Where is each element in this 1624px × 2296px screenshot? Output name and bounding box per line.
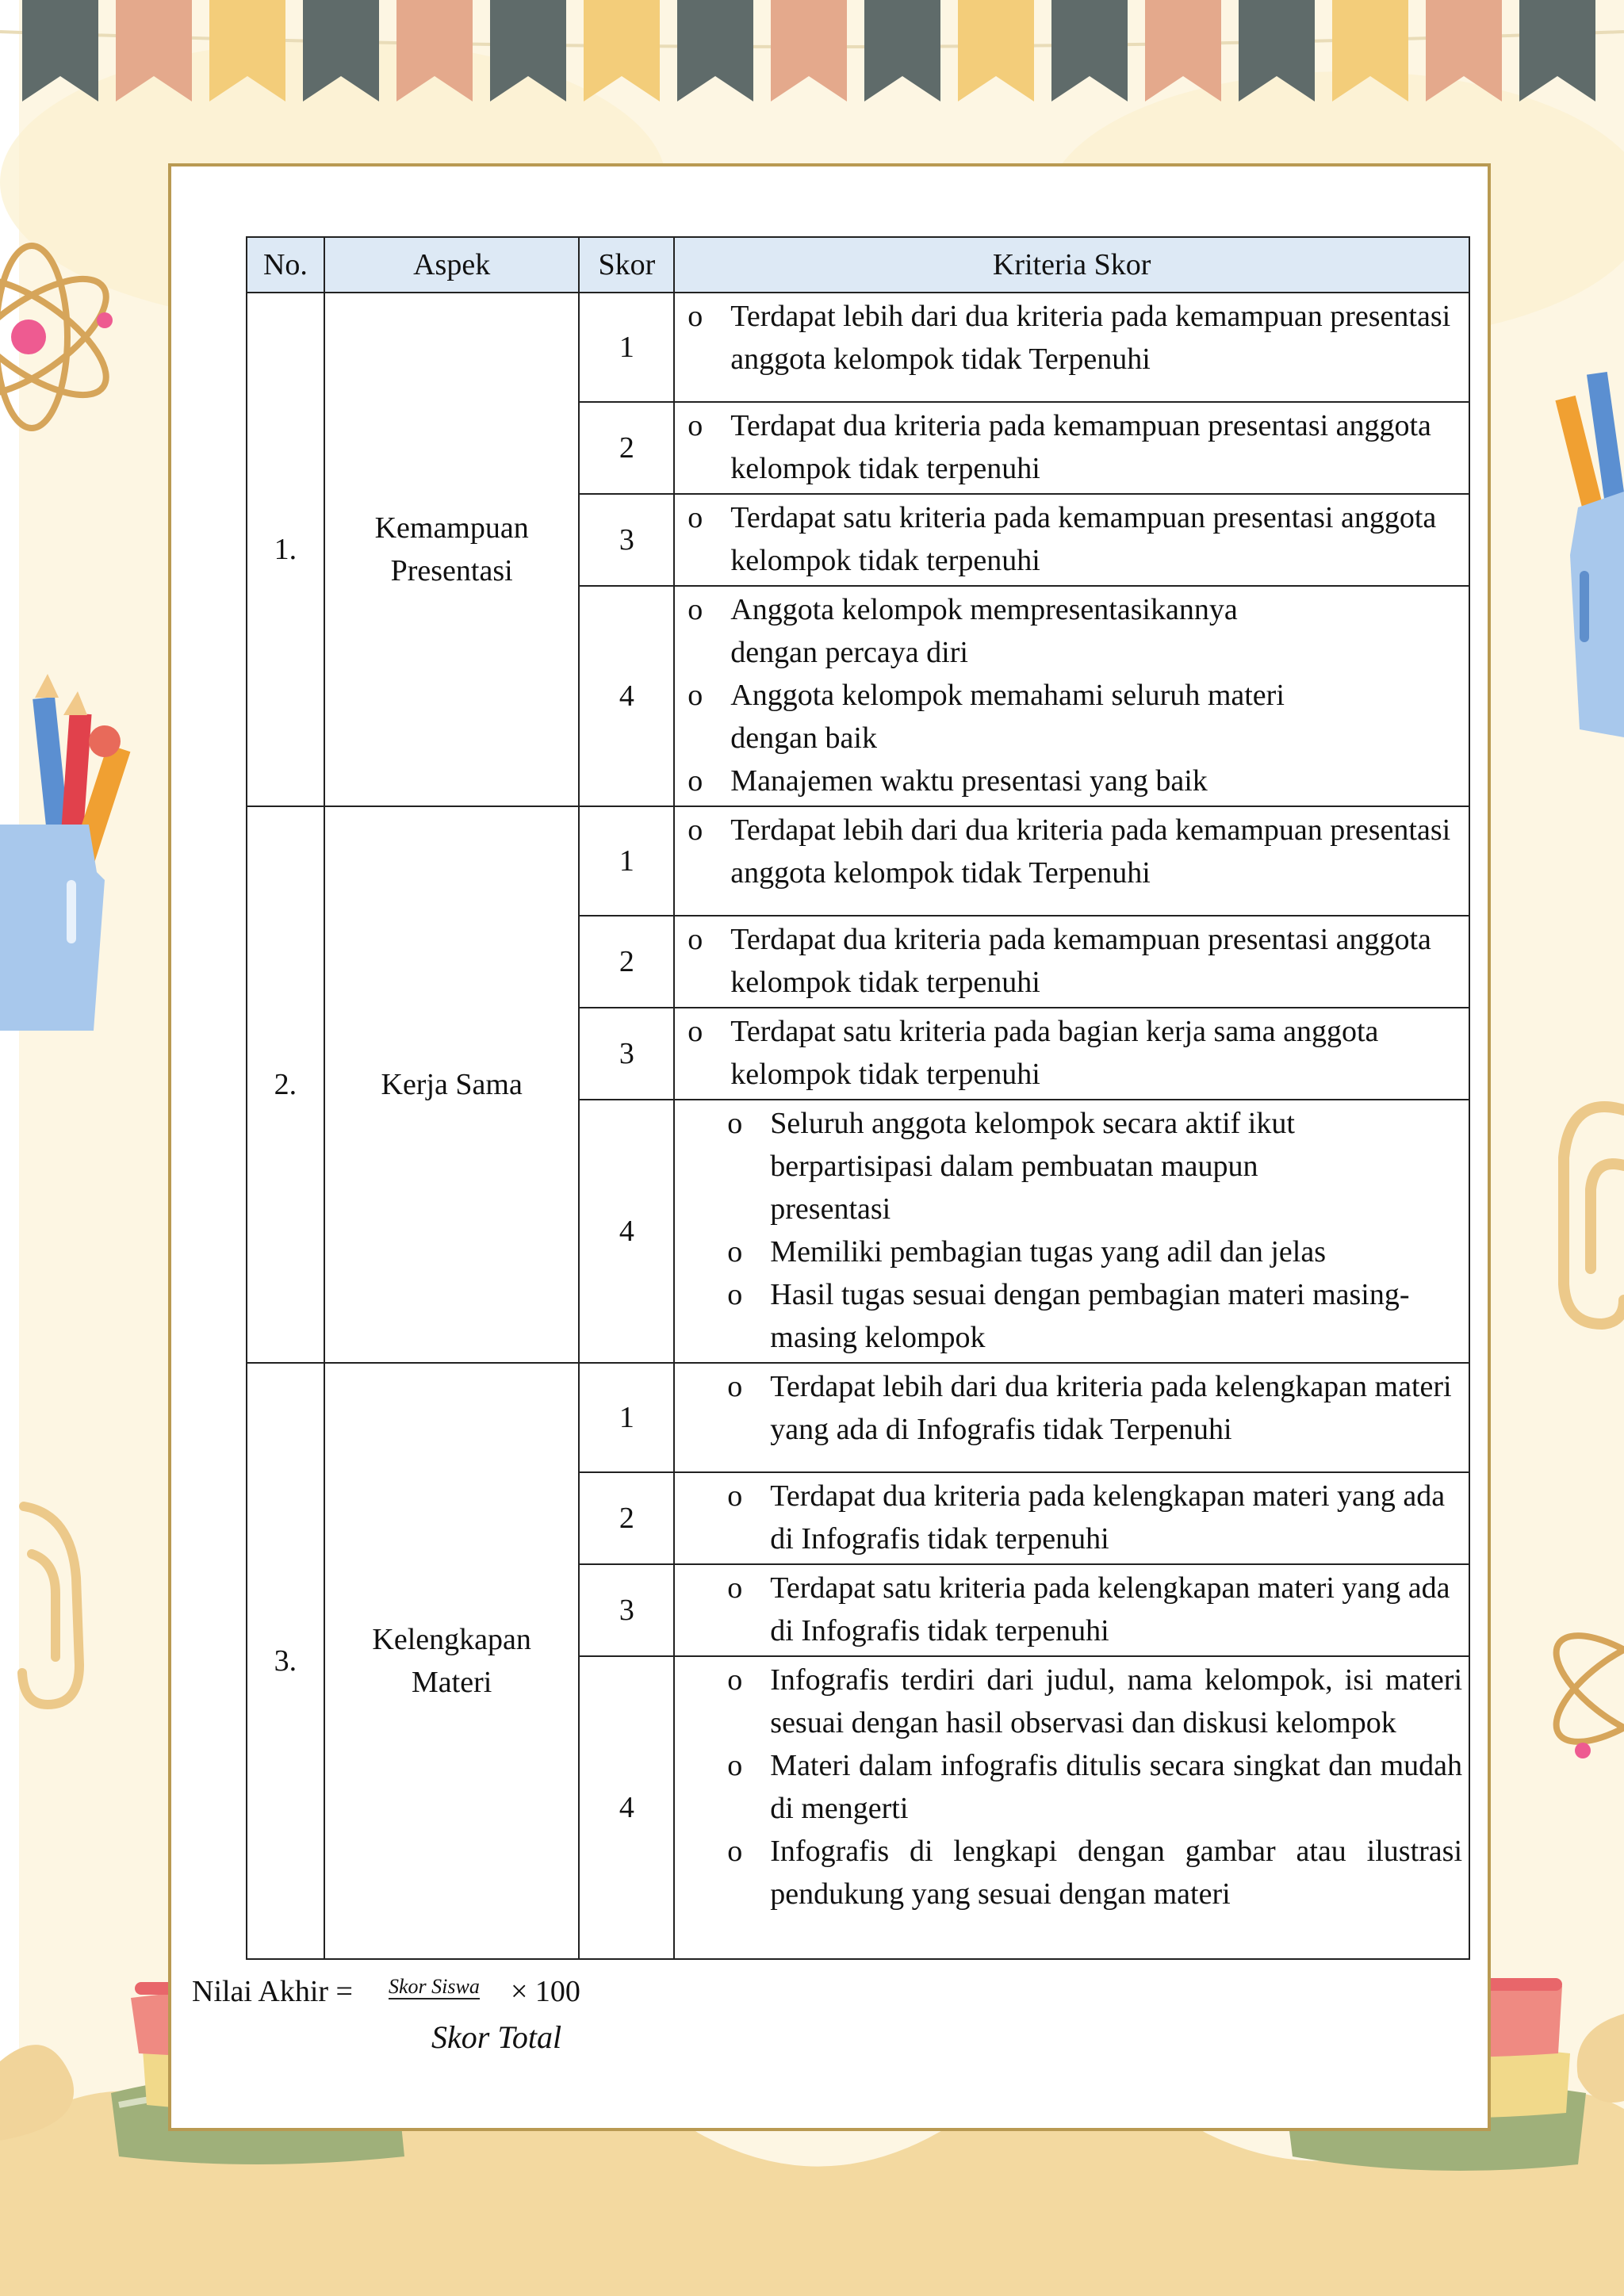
score-cell: 2 bbox=[579, 1472, 674, 1564]
criteria-cell bbox=[674, 293, 1469, 402]
bunting-flag bbox=[584, 0, 660, 101]
score-cell: 2 bbox=[579, 402, 674, 494]
criteria-item: o Hasil tugas sesuai dengan pembagian materi masing-masing kelompok bbox=[722, 1273, 1462, 1359]
paperclip-icon-right bbox=[1564, 1107, 1624, 1324]
score-cell: 3 bbox=[579, 494, 674, 586]
paperclip-icon-left bbox=[22, 1506, 79, 1705]
aspect-cell bbox=[324, 806, 580, 1363]
criteria-item: o Terdapat dua kriteria pada kelengkapan materi yang ada di Infografis tidak terpenuhi bbox=[722, 1475, 1462, 1560]
header-kriteria: Kriteria Skor bbox=[674, 237, 1469, 293]
header-aspek: Aspek bbox=[324, 237, 580, 293]
criteria-item: o Terdapat satu kriteria pada kemampuan presentasi anggota kelompok tidak terpenuhi bbox=[683, 496, 1462, 582]
criteria-cell bbox=[674, 1656, 1469, 1959]
table-row bbox=[247, 1363, 1469, 1472]
criteria-item: o Infografis terdiri dari judul, nama kelompok, isi materi sesuai dengan hasil observasi dan diskusi kelompok bbox=[722, 1659, 1462, 1744]
bunting-flag bbox=[677, 0, 753, 101]
formula-multiplier: × 100 bbox=[511, 1975, 580, 2008]
aspect-label: Kelengkapan bbox=[372, 1623, 531, 1656]
criteria-cell bbox=[674, 1564, 1469, 1656]
criteria-item: o Terdapat dua kriteria pada kemampuan presentasi anggota kelompok tidak terpenuhi bbox=[683, 404, 1462, 490]
criteria-item: o Terdapat satu kriteria pada kelengkapan materi yang ada di Infografis tidak terpenuhi bbox=[722, 1567, 1462, 1652]
header-skor: Skor bbox=[579, 237, 674, 293]
criteria-cell bbox=[674, 586, 1469, 806]
criteria-cell bbox=[674, 1363, 1469, 1472]
criteria-item: o Terdapat satu kriteria pada bagian kerja sama anggota kelompok tidak terpenuhi bbox=[683, 1010, 1462, 1096]
atom-icon-right bbox=[1540, 1616, 1624, 1762]
aspect-label: Presentasi bbox=[390, 554, 513, 587]
score-cell: 1 bbox=[579, 293, 674, 402]
criteria-item: o Manajemen waktu presentasi yang baik bbox=[683, 760, 1462, 802]
aspect-label: Materi bbox=[412, 1666, 492, 1699]
bunting-flag bbox=[958, 0, 1034, 101]
criteria-item: o Memiliki pembagian tugas yang adil dan jelas bbox=[722, 1230, 1462, 1273]
criteria-item: o Terdapat lebih dari dua kriteria pada kelengkapan materi yang ada di Infografis tidak Terpenuhi bbox=[722, 1365, 1462, 1451]
pencil-cup-icon-right bbox=[1555, 372, 1624, 737]
criteria-item: o Terdapat dua kriteria pada kemampuan presentasi anggota kelompok tidak terpenuhi bbox=[683, 918, 1462, 1004]
criteria-item: o Materi dalam infografis ditulis secara singkat dan mudah di mengerti bbox=[722, 1744, 1462, 1830]
header-no: No. bbox=[247, 237, 324, 293]
aspect-cell bbox=[324, 1363, 580, 1959]
aspect-label: Kerja Sama bbox=[381, 1068, 523, 1101]
pencil-cup-icon-left bbox=[0, 674, 130, 1031]
criteria-item: o Terdapat lebih dari dua kriteria pada kemampuan presentasi anggota kelompok tidak Terpenuhi bbox=[683, 809, 1462, 894]
score-cell: 4 bbox=[579, 586, 674, 806]
formula-denominator: Skor Total bbox=[431, 2019, 562, 2055]
formula-label: Nilai Akhir = bbox=[192, 1975, 353, 2008]
aspect-label: Kemampuan bbox=[374, 511, 529, 545]
formula-numerator: Skor Siswa bbox=[389, 1975, 480, 1998]
score-cell: 4 bbox=[579, 1656, 674, 1959]
score-cell: 3 bbox=[579, 1008, 674, 1100]
criteria-cell bbox=[674, 1472, 1469, 1564]
row-number: 2. bbox=[247, 806, 324, 1363]
criteria-cell bbox=[674, 916, 1469, 1008]
row-number: 3. bbox=[247, 1363, 324, 1959]
final-score-formula bbox=[192, 1974, 668, 2069]
bunting-flag bbox=[864, 0, 940, 101]
score-cell: 4 bbox=[579, 1100, 674, 1363]
criteria-cell bbox=[674, 806, 1469, 916]
bunting-flag bbox=[771, 0, 847, 101]
criteria-cell bbox=[674, 1008, 1469, 1100]
criteria-cell bbox=[674, 1100, 1469, 1363]
criteria-cell bbox=[674, 494, 1469, 586]
criteria-item: o Anggota kelompok memahami seluruh materi dengan baik bbox=[683, 674, 1462, 760]
table-row bbox=[247, 293, 1469, 402]
aspect-cell bbox=[324, 293, 580, 806]
criteria-item: o Terdapat lebih dari dua kriteria pada kemampuan presentasi anggota kelompok tidak Terpenuhi bbox=[683, 295, 1462, 381]
bunting-flag bbox=[1051, 0, 1128, 101]
rubric-table bbox=[246, 236, 1470, 1960]
criteria-item: o Seluruh anggota kelompok secara aktif ikut berpartisipasi dalam pembuatan maupun presentasi bbox=[722, 1102, 1462, 1230]
criteria-cell bbox=[674, 402, 1469, 494]
row-number: 1. bbox=[247, 293, 324, 806]
table-header-row bbox=[247, 237, 1469, 293]
criteria-item: o Infografis di lengkapi dengan gambar atau ilustrasi pendukung yang sesuai dengan materi bbox=[722, 1830, 1462, 1915]
score-cell: 2 bbox=[579, 916, 674, 1008]
bunting-flag bbox=[1519, 0, 1595, 101]
criteria-item: o Anggota kelompok mempresentasikannya dengan percaya diri bbox=[683, 588, 1462, 674]
score-cell: 1 bbox=[579, 1363, 674, 1472]
bunting-flag bbox=[1145, 0, 1221, 101]
table-row bbox=[247, 806, 1469, 916]
score-cell: 1 bbox=[579, 806, 674, 916]
bunting-flag bbox=[22, 0, 98, 101]
score-cell: 3 bbox=[579, 1564, 674, 1656]
